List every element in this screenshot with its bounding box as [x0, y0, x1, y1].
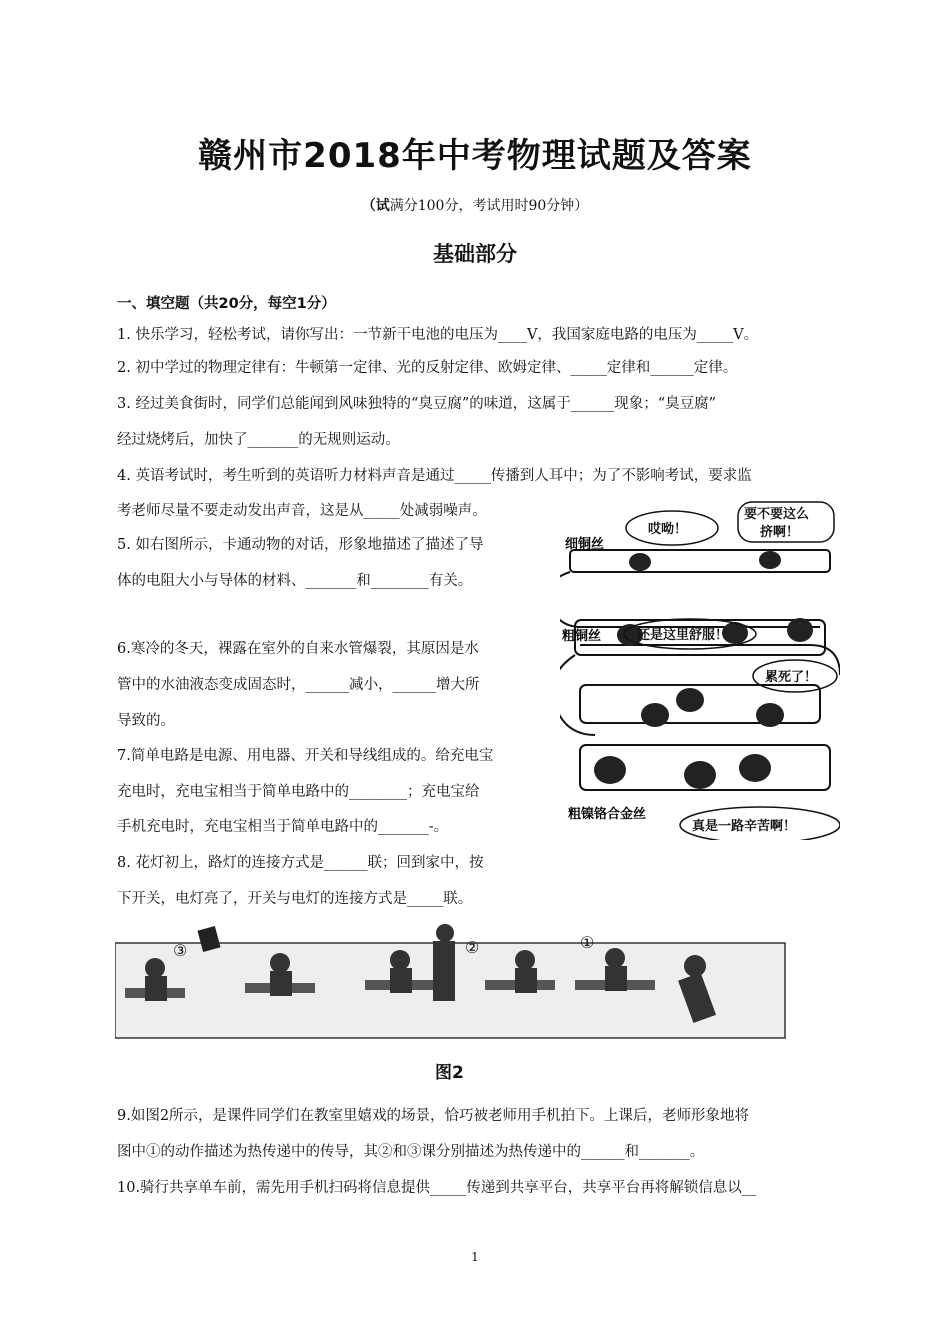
bubble-text-2a: 要不要这么 — [744, 507, 810, 522]
page-number: 1 — [471, 1250, 479, 1264]
question-line: 导致的。 — [117, 713, 175, 729]
question-line: 2. 初中学过的物理定律有：牛顿第一定律、光的反射定律、欧姆定律、_____定律和______定律。 — [117, 360, 738, 376]
bubble-text-2b: 挤啊！ — [760, 525, 800, 540]
question-line: 经过烧烤后，加快了_______的无规则运动。 — [117, 432, 400, 448]
question-line: 下开关，电灯亮了，开关与电灯的连接方式是_____联。 — [117, 891, 473, 907]
question-line: 充电时，充电宝相当于简单电路中的________；充电宝给 — [117, 784, 480, 800]
exam-info-bold: （试 — [361, 198, 390, 214]
question-line: 5. 如右图所示，卡通动物的对话，形象地描述了描述了导 — [117, 537, 484, 553]
question-line: 9.如图2所示，是课件同学们在教室里嬉戏的场景，恰巧被老师用手机拍下。上课后，老师形象地将 — [117, 1108, 750, 1124]
document-title: 赣州市2018年中考物理试题及答案 — [198, 136, 752, 176]
section-title: 基础部分 — [433, 242, 517, 266]
question-line: 手机充电时，充电宝相当于简单电路中的_______-。 — [117, 819, 449, 835]
question-line: 3. 经过美食街时，同学们总能闻到风味独特的“臭豆腐”的味道，这属于______现象；“臭豆腐” — [117, 396, 717, 412]
label-thick-copper: 粗铜丝 — [562, 629, 602, 644]
question-line: 管中的水油液态变成固态时，______减小，______增大所 — [117, 677, 480, 693]
question-line: 体的电阻大小与导体的材料、_______和________有关。 — [117, 573, 473, 589]
marker-1: ① — [580, 933, 595, 952]
classroom-cartoon-figure — [115, 918, 795, 1043]
marker-3: ③ — [173, 941, 188, 960]
figure-2-caption: 图2 — [435, 1063, 464, 1083]
question-line: 8. 花灯初上，路灯的连接方式是______联；回到家中，按 — [117, 855, 484, 871]
resistance-cartoon-figure — [560, 500, 840, 840]
bubble-text-3: 还是这里舒服！ — [637, 628, 729, 643]
label-thin-copper: 细铜丝 — [565, 537, 605, 552]
thin-copper-wire — [570, 550, 830, 572]
question-line: 10.骑行共享单车前，需先用手机扫码将信息提供_____传递到共享平台，共享平台再将解锁信息以__ — [117, 1180, 757, 1196]
question-line: 图中①的动作描述为热传递中的传导，其②和③课分别描述为热传递中的______和_______。 — [117, 1144, 705, 1160]
question-line: 7.简单电路是电源、用电器、开关和导线组成的。给充电宝 — [117, 748, 494, 764]
exam-info — [0, 195, 950, 215]
exam-info-rest: 满分100分，考试用时90分钟） — [389, 198, 589, 214]
bubble-text-5: 真是一路辛苦啊！ — [692, 819, 797, 834]
question-line: 6.寒冷的冬天，裸露在室外的自来水管爆裂，其原因是水 — [117, 641, 479, 657]
marker-2: ② — [465, 938, 480, 957]
question-line: 1. 快乐学习，轻松考试，请你写出：一节新干电池的电压为____V，我国家庭电路的电压为_____V。 — [117, 327, 759, 343]
label-nichrome: 粗镍铬合金丝 — [568, 807, 647, 822]
bubble-text-4: 累死了！ — [765, 670, 818, 685]
question-line: 考老师尽量不要走动发出声音，这是从_____处减弱噪声。 — [117, 503, 487, 519]
bubble-text-1: 哎呦！ — [648, 522, 688, 537]
question-group-heading: 一、填空题（共20分，每空1分） — [117, 296, 336, 312]
question-line: 4. 英语考试时，考生听到的英语听力材料声音是通过_____传播到人耳中；为了不影响考试，要求监 — [117, 468, 752, 484]
